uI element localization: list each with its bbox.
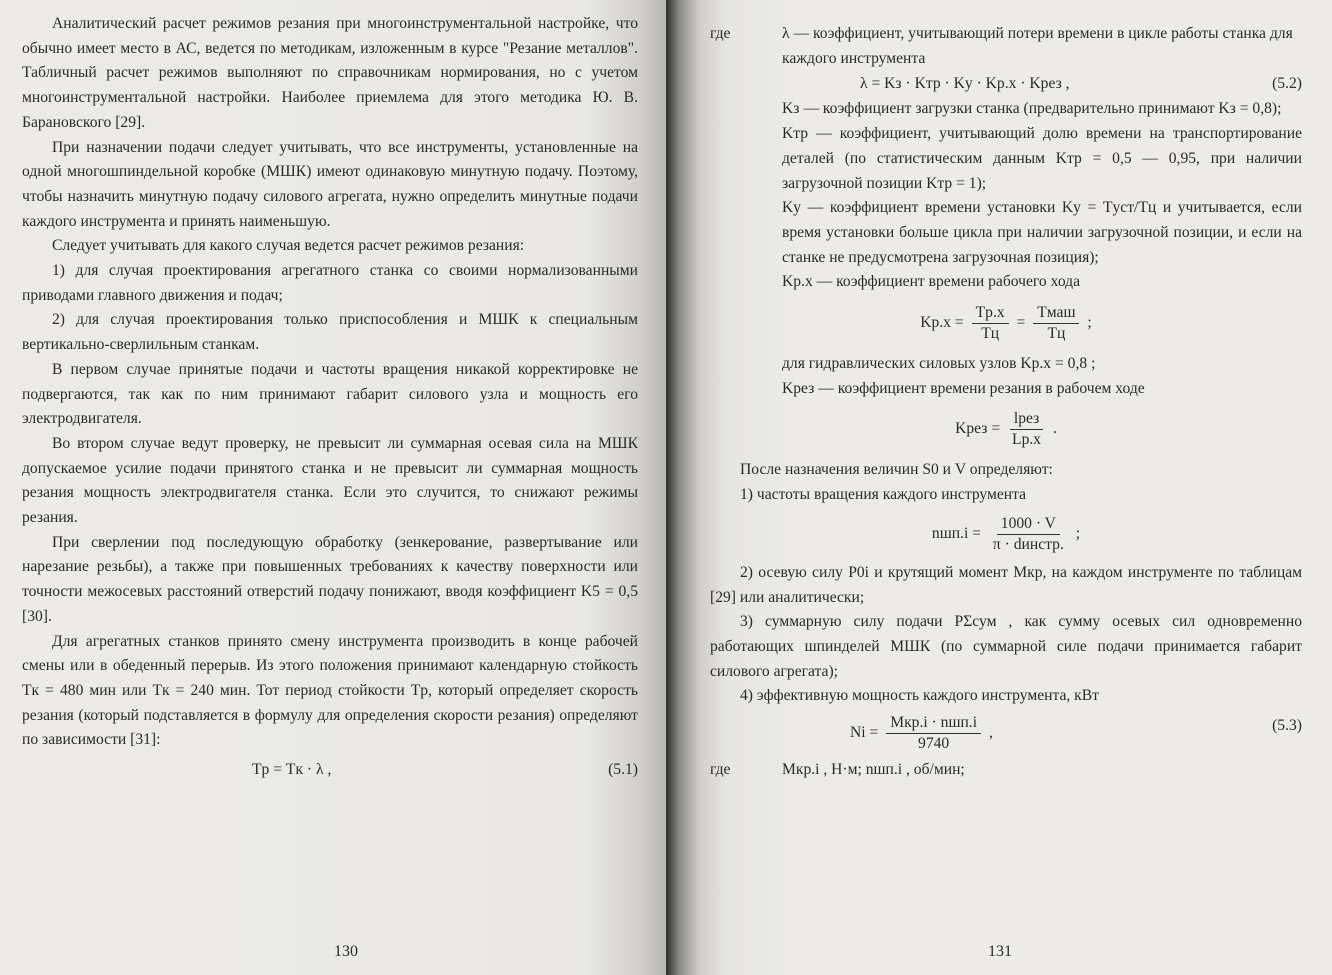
numerator: lрез xyxy=(1010,409,1043,430)
formula-5-3 xyxy=(710,713,1302,754)
lambda-definition xyxy=(710,22,1302,71)
definition-ktr: Kтр — коэффициент, учитывающий долю времени на транспортирование деталей (по статистическим данным Kтр = 0,5 — 0,95, при наличии загрузочной позиции Kтр = 1); xyxy=(782,125,1302,192)
paragraph: При назначении подачи следует учитывать, что все инструменты, установленные на одной многошпиндельной коробке (МШК) имеют одинаковую минутную подачу. Поэтому, чтобы назначить минутную подачу силового агрегата, нужно определить минутные подачи каждого инструмента и принять наименьшую. xyxy=(22,138,638,230)
equation-number: (5.2) xyxy=(1272,75,1302,93)
krx-formula xyxy=(710,303,1302,344)
formula-text: λ = Kз · Kтр · Kу · Kр.х · Kрез , xyxy=(860,75,1070,93)
definition-kz: Kз — коэффициент загрузки станка (предварительно принимают Kз = 0,8); xyxy=(782,100,1282,118)
paragraph: Следует учитывать для какого случая ведется расчет режимов резания: xyxy=(52,237,525,255)
formula-lhs: Kр.х = xyxy=(920,314,964,332)
formula-tail: . xyxy=(1052,420,1057,438)
formula-tail: , xyxy=(988,724,993,742)
denominator: π · dинстр. xyxy=(992,535,1064,553)
page-number: 131 xyxy=(988,943,1012,960)
equation-number: (5.1) xyxy=(608,761,638,779)
paragraph: 2) для случая проектирования только приспособления и МШК к специальным вертикально-сверлильным станкам. xyxy=(22,311,638,354)
formula-lhs: Ni = xyxy=(850,724,879,742)
where-label: где xyxy=(710,25,731,42)
where-label: где xyxy=(710,761,731,779)
formula-lhs: Kрез = xyxy=(955,420,1001,438)
denominator: Tц xyxy=(1047,325,1066,343)
definition-text: λ — коэффициент, учитывающий потери времени в цикле работы станка для каждого инструмента xyxy=(782,25,1293,67)
list-item: 2) осевую силу P0i и крутящий момент Mкр, на каждом инструменте по таблицам [29] или аналитически; xyxy=(710,563,1302,606)
denominator: 9740 xyxy=(918,735,950,753)
formula-lhs: nшп.i = xyxy=(931,524,981,542)
formula-5-1 xyxy=(22,757,638,783)
fraction xyxy=(886,713,981,754)
denominator: Lр.х xyxy=(1012,431,1042,449)
paragraph: Аналитический расчет режимов резания при многоинструментальной настройке, что обычно имеет место в АС, ведется по методикам, изложенным в курсе "Резание металлов". Табличный расчет режимов выполняют по справочникам нормирования, но с учетом многоинструментальной настройки. Наиболее приемлема для этого методика Ю. В. Барановского [29]. xyxy=(22,15,638,131)
fraction xyxy=(972,303,1009,344)
paragraph: При сверлении под последующую обработку (зенкерование, развертывание или нарезание резьбы), а также при повышенных требованиях к качеству поверхности или точности межосевых расстояний отверстий подачу понижают, вводя коэффициент K5 = 0,5 [30]. xyxy=(22,533,638,625)
fraction xyxy=(989,514,1068,555)
where-units xyxy=(710,758,1302,783)
hydro-line: для гидравлических силовых узлов Kр.х = 0,8 ; xyxy=(782,355,1096,373)
definition-krx: Kр.х — коэффициент времени рабочего хода xyxy=(782,273,1081,291)
formula-tail: ; xyxy=(1087,314,1092,332)
numerator: 1000 · V xyxy=(997,514,1060,535)
numerator: Tр.х xyxy=(972,303,1009,324)
paragraph: Во втором случае ведут проверку, не превысит ли суммарная осевая сила на МШК допускаемое усилие подачи принятого станка и не превысит ли суммарная мощность резания мощность электродвигателя станка. Если это случится, то снижают режимы резания. xyxy=(22,434,638,527)
definition-ku: Kу — коэффициент времени установки Kу = Tуст/Tц и учитывается, если время установки больше цикла при наличии загрузочной позиции, и если на станке не предусмотрена загрузочная позиция); xyxy=(782,199,1302,266)
list-item: 1) частоты вращения каждого инструмента xyxy=(740,486,1027,504)
paragraph: Для агрегатных станков принято смену инструмента производить в конце рабочей смены или в обеденный перерыв. Из этого положения принимают календарную стойкость Tк = 480 мин или Tк = 240 мин. Тот период стойкости Tр, который определяет скорость резания (который подставляется в формулу для определения скорости резания) определяют по зависимости [31]: xyxy=(22,632,638,749)
krez-formula xyxy=(710,409,1302,450)
list-item: 3) суммарную силу подачи PΣсум , как сумму осевых сил одновременно работающих шпинделей МШК (по суммарной силе подачи принимается габарит силового агрегата); xyxy=(710,613,1302,680)
units-text: Mкр.i , Н·м; nшп.i , об/мин; xyxy=(782,761,965,779)
fraction xyxy=(1008,409,1045,450)
n-formula xyxy=(710,713,993,754)
nsp-formula xyxy=(710,514,1302,555)
definition-krez: Kрез — коэффициент времени резания в рабочем ходе xyxy=(782,379,1145,397)
numerator: Mкр.i · nшп.i xyxy=(886,713,981,734)
paragraph: 1) для случая проектирования агрегатного станка со своими нормализованными приводами главного движения и подач; xyxy=(22,262,638,304)
equals-sign: = xyxy=(1016,314,1026,332)
right-page xyxy=(666,0,1332,975)
paragraph: После назначения величин S0 и V определяют: xyxy=(740,461,1053,479)
formula-text: Tр = Tк · λ , xyxy=(252,761,332,779)
numerator: Tмаш xyxy=(1033,303,1079,324)
formula-5-2 xyxy=(710,71,1302,97)
page-number: 130 xyxy=(334,943,358,960)
denominator: Tц xyxy=(981,325,1000,343)
paragraph: В первом случае принятые подачи и частоты вращения никакой корректировке не подвергаются, так как по ним принимают габарит силового узла и мощность его электродвигателя. xyxy=(22,360,638,428)
formula-tail: ; xyxy=(1075,524,1081,542)
list-item: 4) эффективную мощность каждого инструмента, кВт xyxy=(740,687,1099,705)
fraction xyxy=(1033,303,1079,344)
equation-number: (5.3) xyxy=(1272,717,1302,735)
